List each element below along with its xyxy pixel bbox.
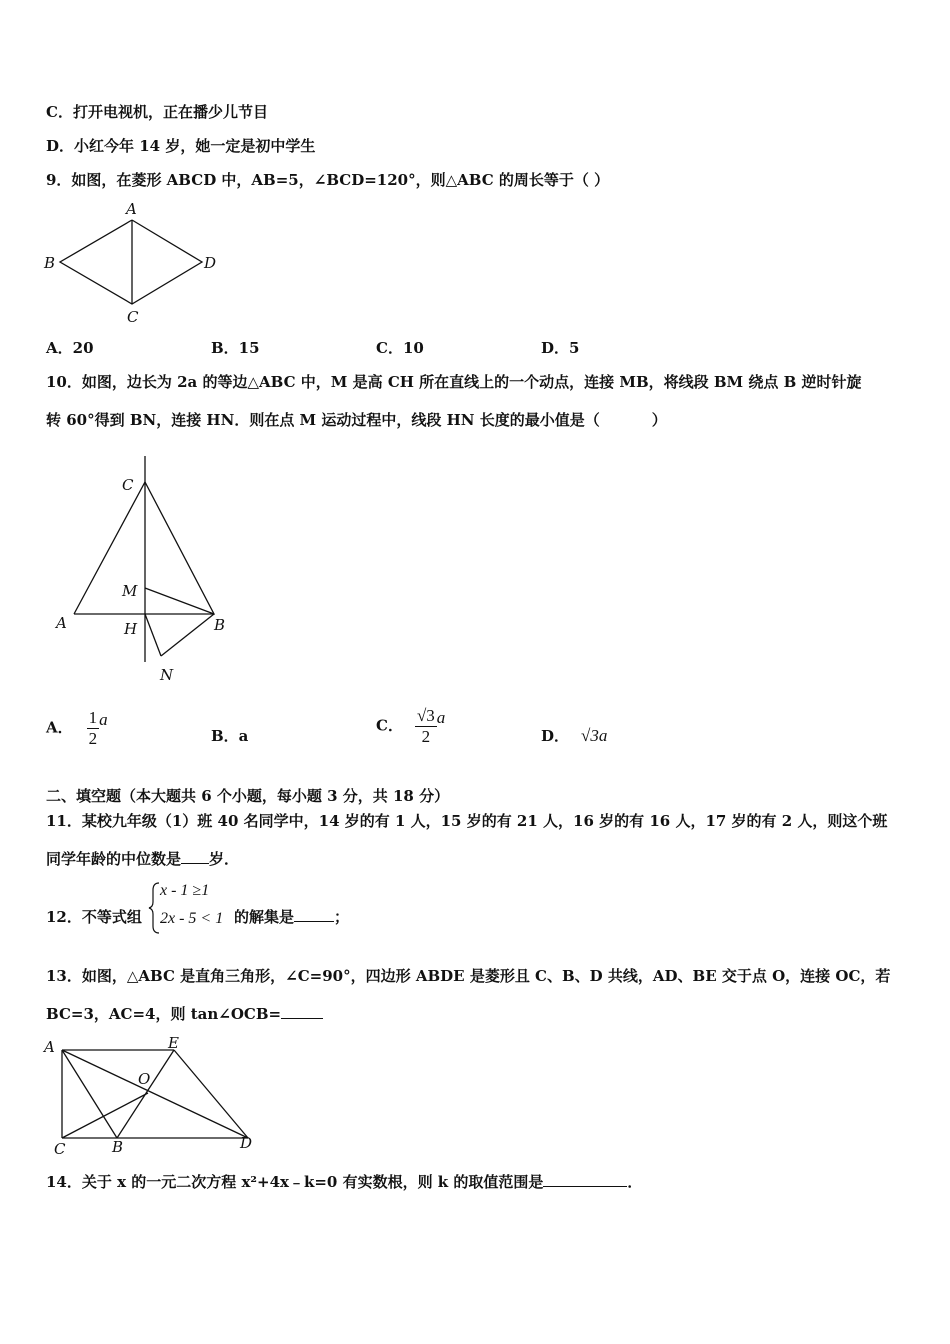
label-m: M bbox=[122, 582, 138, 600]
segment-ed bbox=[174, 1050, 248, 1138]
q11-line2-pre: 同学年龄的中位数是 bbox=[46, 850, 182, 868]
label-d: D bbox=[204, 254, 217, 272]
q12-answer-blank bbox=[294, 907, 334, 922]
segment-bn bbox=[161, 614, 214, 656]
label-a: A bbox=[56, 614, 67, 632]
q13-answer-blank bbox=[281, 1004, 323, 1019]
label-b: B bbox=[214, 616, 226, 634]
q10-stem-line2 bbox=[46, 410, 667, 430]
q10-option-a-label: A． bbox=[46, 718, 73, 737]
q14-line bbox=[46, 1172, 642, 1192]
q12-post-wrap bbox=[234, 907, 349, 927]
q11-answer-blank bbox=[181, 849, 209, 864]
q10-option-c-label: C． bbox=[376, 716, 403, 735]
section2-heading: 二、填空题（本大题共 6 个小题，每小题 3 分，共 18 分） bbox=[46, 787, 450, 805]
label-b: B bbox=[44, 254, 56, 272]
q10-option-b: B．a bbox=[211, 727, 249, 745]
q9-rhombus-figure bbox=[40, 198, 230, 328]
segment-mb bbox=[145, 588, 214, 614]
label-a: A bbox=[44, 1038, 55, 1056]
q14-end: ． bbox=[627, 1173, 643, 1191]
q10-option-c-den: 2 bbox=[415, 726, 437, 747]
q12-post: 的解集是 bbox=[234, 908, 295, 926]
q10-stem-close: ） bbox=[651, 411, 667, 429]
label-a: A bbox=[126, 200, 137, 218]
segment-hn bbox=[145, 614, 161, 656]
q14-answer-blank bbox=[543, 1172, 627, 1187]
q10-option-a-num: 1 bbox=[88, 708, 98, 727]
q8-option-d: D．小红今年 14 岁，她一定是初中学生 bbox=[46, 137, 316, 155]
label-h: H bbox=[124, 620, 138, 638]
triangle-abc bbox=[74, 482, 214, 614]
q13-rhombus-figure bbox=[40, 1036, 260, 1156]
q10-option-c bbox=[376, 706, 445, 747]
q9-option-d: D．5 bbox=[541, 339, 580, 357]
q10-triangle-figure bbox=[50, 452, 250, 692]
label-d: D bbox=[240, 1134, 253, 1152]
q14-pre: 14．关于 x 的一元二次方程 x²+4x﹣k=0 有实数根，则 k 的取值范围是 bbox=[46, 1173, 544, 1191]
rhombus-outline bbox=[60, 220, 202, 304]
q10-option-d-label: D． bbox=[541, 727, 570, 745]
label-c: C bbox=[127, 308, 139, 326]
q11-line2-post: 岁． bbox=[209, 850, 240, 868]
q9-stem: 9．如图，在菱形 ABCD 中，AB=5，∠BCD=120°，则△ABC 的周长等于（ ） bbox=[46, 171, 610, 189]
q13-line2-text: BC=3，AC=4，则 tan∠OCB= bbox=[46, 1005, 282, 1023]
q9-option-c: C．10 bbox=[376, 339, 424, 357]
q11-line1: 11．某校九年级（1）班 40 名同学中，14 岁的有 1 人，15 岁的有 21 人，16 岁的有 16 人，17 岁的有 2 人，则这个班 bbox=[46, 812, 888, 830]
q10-stem-line2-text: 转 60°得到 BN，连接 HN．则在点 M 运动过程中，线段 HN 长度的最小值是（ bbox=[46, 411, 600, 429]
q10-option-d bbox=[541, 726, 607, 746]
q9-option-a: A．20 bbox=[46, 339, 94, 357]
label-c: C bbox=[122, 476, 134, 494]
q12-pre: 12．不等式组 bbox=[46, 908, 142, 926]
q10-option-d-value: √3a bbox=[581, 726, 608, 745]
q10-stem-line1: 10．如图，边长为 2a 的等边△ABC 中，M 是高 CH 所在直线上的一个动点，连接 MB，将线段 BM 绕点 B 逆时针旋 bbox=[46, 373, 862, 391]
q10-option-c-num: √3 bbox=[416, 706, 435, 725]
q13-line2 bbox=[46, 1004, 323, 1024]
label-o: O bbox=[138, 1070, 151, 1088]
q12-ineq2: 2x - 5 < 1 bbox=[160, 910, 224, 927]
q13-line1: 13．如图，△ABC 是直角三角形，∠C=90°，四边形 ABDE 是菱形且 C、B、D 共线，AD、BE 交于点 O，连接 OC，若 bbox=[46, 967, 891, 985]
label-n: N bbox=[160, 666, 174, 684]
q10-option-c-var: a bbox=[436, 707, 446, 727]
q11-line2 bbox=[46, 849, 239, 869]
q10-option-a-den: 2 bbox=[88, 729, 98, 748]
q10-option-a-var: a bbox=[99, 709, 108, 729]
label-c: C bbox=[54, 1140, 66, 1156]
q12-end: ； bbox=[334, 908, 350, 926]
label-e: E bbox=[168, 1036, 179, 1052]
q12-ineq1: x - 1 ≥1 bbox=[160, 882, 210, 899]
q8-option-c: C．打开电视机，正在播少儿节目 bbox=[46, 103, 268, 121]
segment-oc bbox=[62, 1093, 148, 1138]
q9-option-b: B．15 bbox=[211, 339, 260, 357]
q10-option-a bbox=[46, 708, 108, 749]
label-b: B bbox=[112, 1138, 124, 1156]
